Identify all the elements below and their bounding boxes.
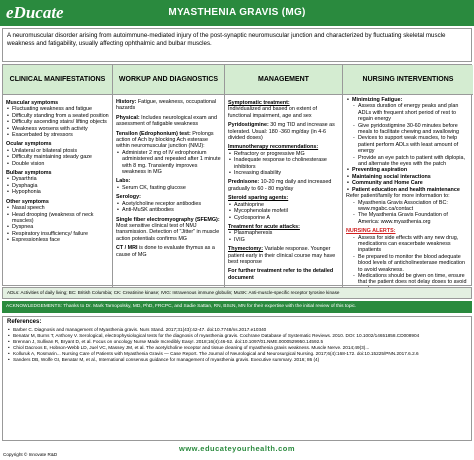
list-item: - Assess for side effects with any new drug, medications can exacerbate weakness inpatients bbox=[346, 235, 470, 254]
list-item: - Myasthenia Gravis Association of BC: www.mgabc.ca/contact bbox=[346, 200, 470, 213]
list-item: • Exacerbated by stressors bbox=[6, 132, 109, 138]
abbreviations-bar: ADLs: Activities of daily living; BC: British Columbia; CK: Creatinine kinase; IVIG: Intravenous immune globulin; MuSK: Anti-muscle-specific receptor tyrosine kinase bbox=[2, 287, 472, 299]
col-header-workup: WORKUP AND DIAGNOSTICS bbox=[113, 65, 225, 95]
col-header-management: MANAGEMENT bbox=[225, 65, 343, 95]
list-item: - The Myasthenia Gravis Foundation of America: www.myasthenia.org bbox=[346, 212, 470, 225]
ocular-title: Ocular symptoms bbox=[6, 141, 52, 148]
history-label: History: bbox=[116, 99, 137, 105]
intro-text: A neuromuscular disorder arising from autoimmune-mediated injury of the post-synaptic neuromuscular junction and characterized by fluctuating skeletal muscle weakness and fatigability, usually affecting ophthalmic and bulbar muscles. bbox=[2, 28, 472, 62]
list-item: • Cyclosporine A bbox=[228, 215, 339, 221]
list-item: • Fluctuating weakness and fatigue bbox=[6, 106, 109, 112]
immuno-title: Immunotherapy recommendations: bbox=[228, 144, 319, 151]
ct-text: is done to evaluate thymus as a cause of MG bbox=[116, 245, 215, 258]
acute-title: Treatment for acute attacks: bbox=[228, 223, 300, 230]
list-item: • Patient education and health maintenance bbox=[346, 187, 470, 193]
physical-text: Includes neurological exam and assessment of fatigable weakness bbox=[116, 114, 217, 128]
list-item: • Dysarthria bbox=[6, 176, 109, 182]
other-title: Other symptoms bbox=[6, 198, 49, 205]
list-item: • Maintaining social interactions bbox=[346, 174, 470, 180]
list-item: • Dyspnea bbox=[6, 224, 109, 230]
ct-label: CT / MRI bbox=[116, 245, 138, 252]
list-item: - Devices to support weak muscles, to help patient perform ADLs with least amount of energy bbox=[346, 135, 470, 154]
nursing-column bbox=[343, 95, 473, 287]
muscular-title: Muscular symptoms bbox=[6, 100, 59, 106]
list-item: • IVIG bbox=[228, 237, 339, 243]
sfemg-label: Single fiber electromyography (SFEMG): bbox=[116, 216, 220, 223]
list-item: • Hypophonia bbox=[6, 189, 109, 195]
symptomatic-title: Symptomatic treatment: bbox=[228, 100, 290, 106]
list-item: • Weakness worsens with activity bbox=[6, 126, 109, 132]
list-item: • Double vision bbox=[6, 161, 109, 167]
labs-label: Labs: bbox=[116, 178, 131, 185]
thym-title: Thymectomy: bbox=[228, 246, 264, 253]
list-item: - Be prepared to monitor the blood adequate blood levels of anticholinesterase medication to avoid weakness. bbox=[346, 254, 470, 273]
col-header-nursing: NURSING INTERVENTIONS bbox=[343, 65, 473, 95]
list-item: • Refractory or progressive MG bbox=[228, 151, 339, 157]
list-item: • Preventing aspiration bbox=[346, 167, 470, 173]
reference-item: • Brennan J, Sullivan R, Bryant D, et al. Focus on oncology Nurse Made Incredibly Easy!. 2018;16(4):46-52. doi:10.1097/01.NME.0000529950.14592.5 bbox=[7, 339, 467, 345]
pyrido-label: Pyridostigmine: bbox=[228, 122, 269, 129]
website-link[interactable]: www.educateyourhealth.com bbox=[179, 444, 295, 453]
history-text: Fatigue, weakness, occupational hazards bbox=[116, 99, 217, 112]
list-item: • Unilateral or bilateral ptosis bbox=[6, 148, 109, 154]
list-item: - Provide an eye patch to patient with diplopia, and alternate the eyes with the patch bbox=[346, 155, 470, 168]
list-item: • Increasing disability bbox=[228, 170, 339, 176]
copyright: Copyright © Innovate R&D bbox=[3, 452, 58, 457]
list-item: • Serum CK, fasting glucose bbox=[116, 185, 221, 191]
list-item: • Plasmapheresis bbox=[228, 230, 339, 236]
list-item: • Head drooping (weakness of neck muscles) bbox=[6, 212, 109, 225]
pred-text: 10-20 mg daily and increased gradually to 60 - 80 mg/day bbox=[228, 179, 332, 192]
reference-item: • Kolluruk A, Rosmarin... Nursing Care of Patients with Myasthenia Gravis — Case Report. The Journal of Neurological and Neurosurgical Nursing. 2017;6(4):168-172. doi:10.15225/PNN.2017.6.2.6 bbox=[7, 351, 467, 357]
serology-label: Serology: bbox=[116, 194, 141, 201]
list-item: • Expressionless face bbox=[6, 237, 109, 243]
header-bar bbox=[0, 0, 474, 26]
management-column bbox=[225, 95, 343, 287]
reference-item: • Barber C. Diagnosis and management of Myasthenia gravis. Nurs Stand. 2017;31(43):42-47. doi:10.7748/ns.2017.e10340 bbox=[7, 327, 467, 333]
refer-text: Refer patient/family for more information to: bbox=[346, 193, 450, 200]
list-item: • Dysphagia bbox=[6, 183, 109, 189]
list-item: • Nasal speech bbox=[6, 205, 109, 211]
list-item: • Acetylcholine receptor antibodies bbox=[116, 201, 221, 207]
reference-item: • Chiol Dacroos E, Hobson-Webb LD, Juel VC, Massey JM, et al. The acetylcholine receptor and tissue cleaning of myasthenia gravis weakness. Muscle Nerve. 2014;49(3)... bbox=[7, 345, 467, 351]
list-item: - Assess duration of energy peaks and plan ADLs with frequent short period of rest to regain energy bbox=[346, 103, 470, 122]
list-item: - Medications should be given on time, ensure that the patient does not delay doses to avoid bbox=[346, 273, 470, 292]
pred-label: Prednisone: bbox=[228, 179, 260, 186]
col-header-clinical: CLINICAL MANIFESTATIONS bbox=[3, 65, 113, 95]
references-title: References: bbox=[7, 319, 42, 325]
tensilon-text: Prolongs action of Ach by blocking Ach esterase within neuromuscular junction (NMJ): bbox=[116, 130, 214, 150]
tensilon-label: Tensilon (Edrophonium) test: bbox=[116, 130, 191, 137]
list-item: • Anti-MuSK antibodies bbox=[116, 207, 221, 213]
list-item: • Difficulty standing from a seated position bbox=[6, 113, 109, 119]
list-item: • Azathioprine bbox=[228, 202, 339, 208]
symptomatic-text: Individualized and based on extent of functional impairment, age and sex bbox=[228, 106, 318, 119]
list-item: • Difficulty maintaining steady gaze bbox=[6, 154, 109, 160]
sfemg-text: Most sensitive clinical test of NMJ transmission. Detection of "Jitter" in muscle action potentials confirms MG bbox=[116, 222, 220, 242]
further-note: For further treatment refer to the detailed document bbox=[228, 268, 334, 281]
acknowledgements-bar: ACKNOWLEDGEMENTS: Thanks to Dr. Mark Tarnopolsky, MD, PhD, FRCPC, and Sadie Sattan, RN, BScN, MN for their expertise with the initial review of this topic. bbox=[2, 301, 472, 313]
physical-label: Physical: bbox=[116, 114, 140, 121]
fatigue-title: • Minimizing Fatigue: bbox=[346, 97, 470, 103]
workup-column bbox=[113, 95, 225, 287]
references bbox=[2, 316, 472, 441]
list-item: • Administer 2 mg of IV edrophonium administered and repeated after 1 minute with 8 mg. Transiently improves weakness in MG bbox=[116, 150, 221, 176]
page-title: MYASTHENIA GRAVIS (MG) bbox=[168, 7, 306, 18]
bulbar-title: Bulbar symptoms bbox=[6, 170, 52, 177]
steroid-title: Steroid sparing agents: bbox=[228, 195, 289, 202]
nursing-alerts-title: NURSING ALERTS: bbox=[346, 228, 396, 235]
list-item: - Give pyridostigmine 30-60 minutes before meals to facilitate chewing and swallowing bbox=[346, 123, 470, 136]
pyrido-text: 30 mg TID and increase as tolerated. Usual: 180 -360 mg/day (in 4-6 divided doses) bbox=[228, 122, 335, 142]
reference-item: • Benatar M, Burns T, Anthony V. Serological, electrophysiological tests for the diagnosis of myasthenia gravis. Cochrane Database of Systematic Reviews. 2010. DOI: 10.1002/14651858.CD008904 bbox=[7, 333, 467, 339]
list-item: • Respiratory insufficiency/ failure bbox=[6, 231, 109, 237]
list-item: • Difficulty ascending stairs/ lifting objects bbox=[6, 119, 109, 125]
main-table bbox=[2, 64, 472, 286]
thym-text: Variable response. Younger patient early in their clinical course may have best response bbox=[228, 246, 336, 265]
list-item: • Community and Home Care bbox=[346, 180, 470, 186]
list-item: • Mycophenolate mofetil bbox=[228, 208, 339, 214]
reference-item: • Sanders DB, Wolfe GI, Benatar M, et al., International consensus guidance for management of myasthenia gravis. Executive summary. 2016; 86 (4) bbox=[7, 357, 467, 363]
clinical-column bbox=[3, 95, 113, 287]
list-item: • Inadequate response to cholinesterase inhibitors bbox=[228, 157, 339, 170]
educate-logo: eDucate bbox=[6, 3, 64, 22]
